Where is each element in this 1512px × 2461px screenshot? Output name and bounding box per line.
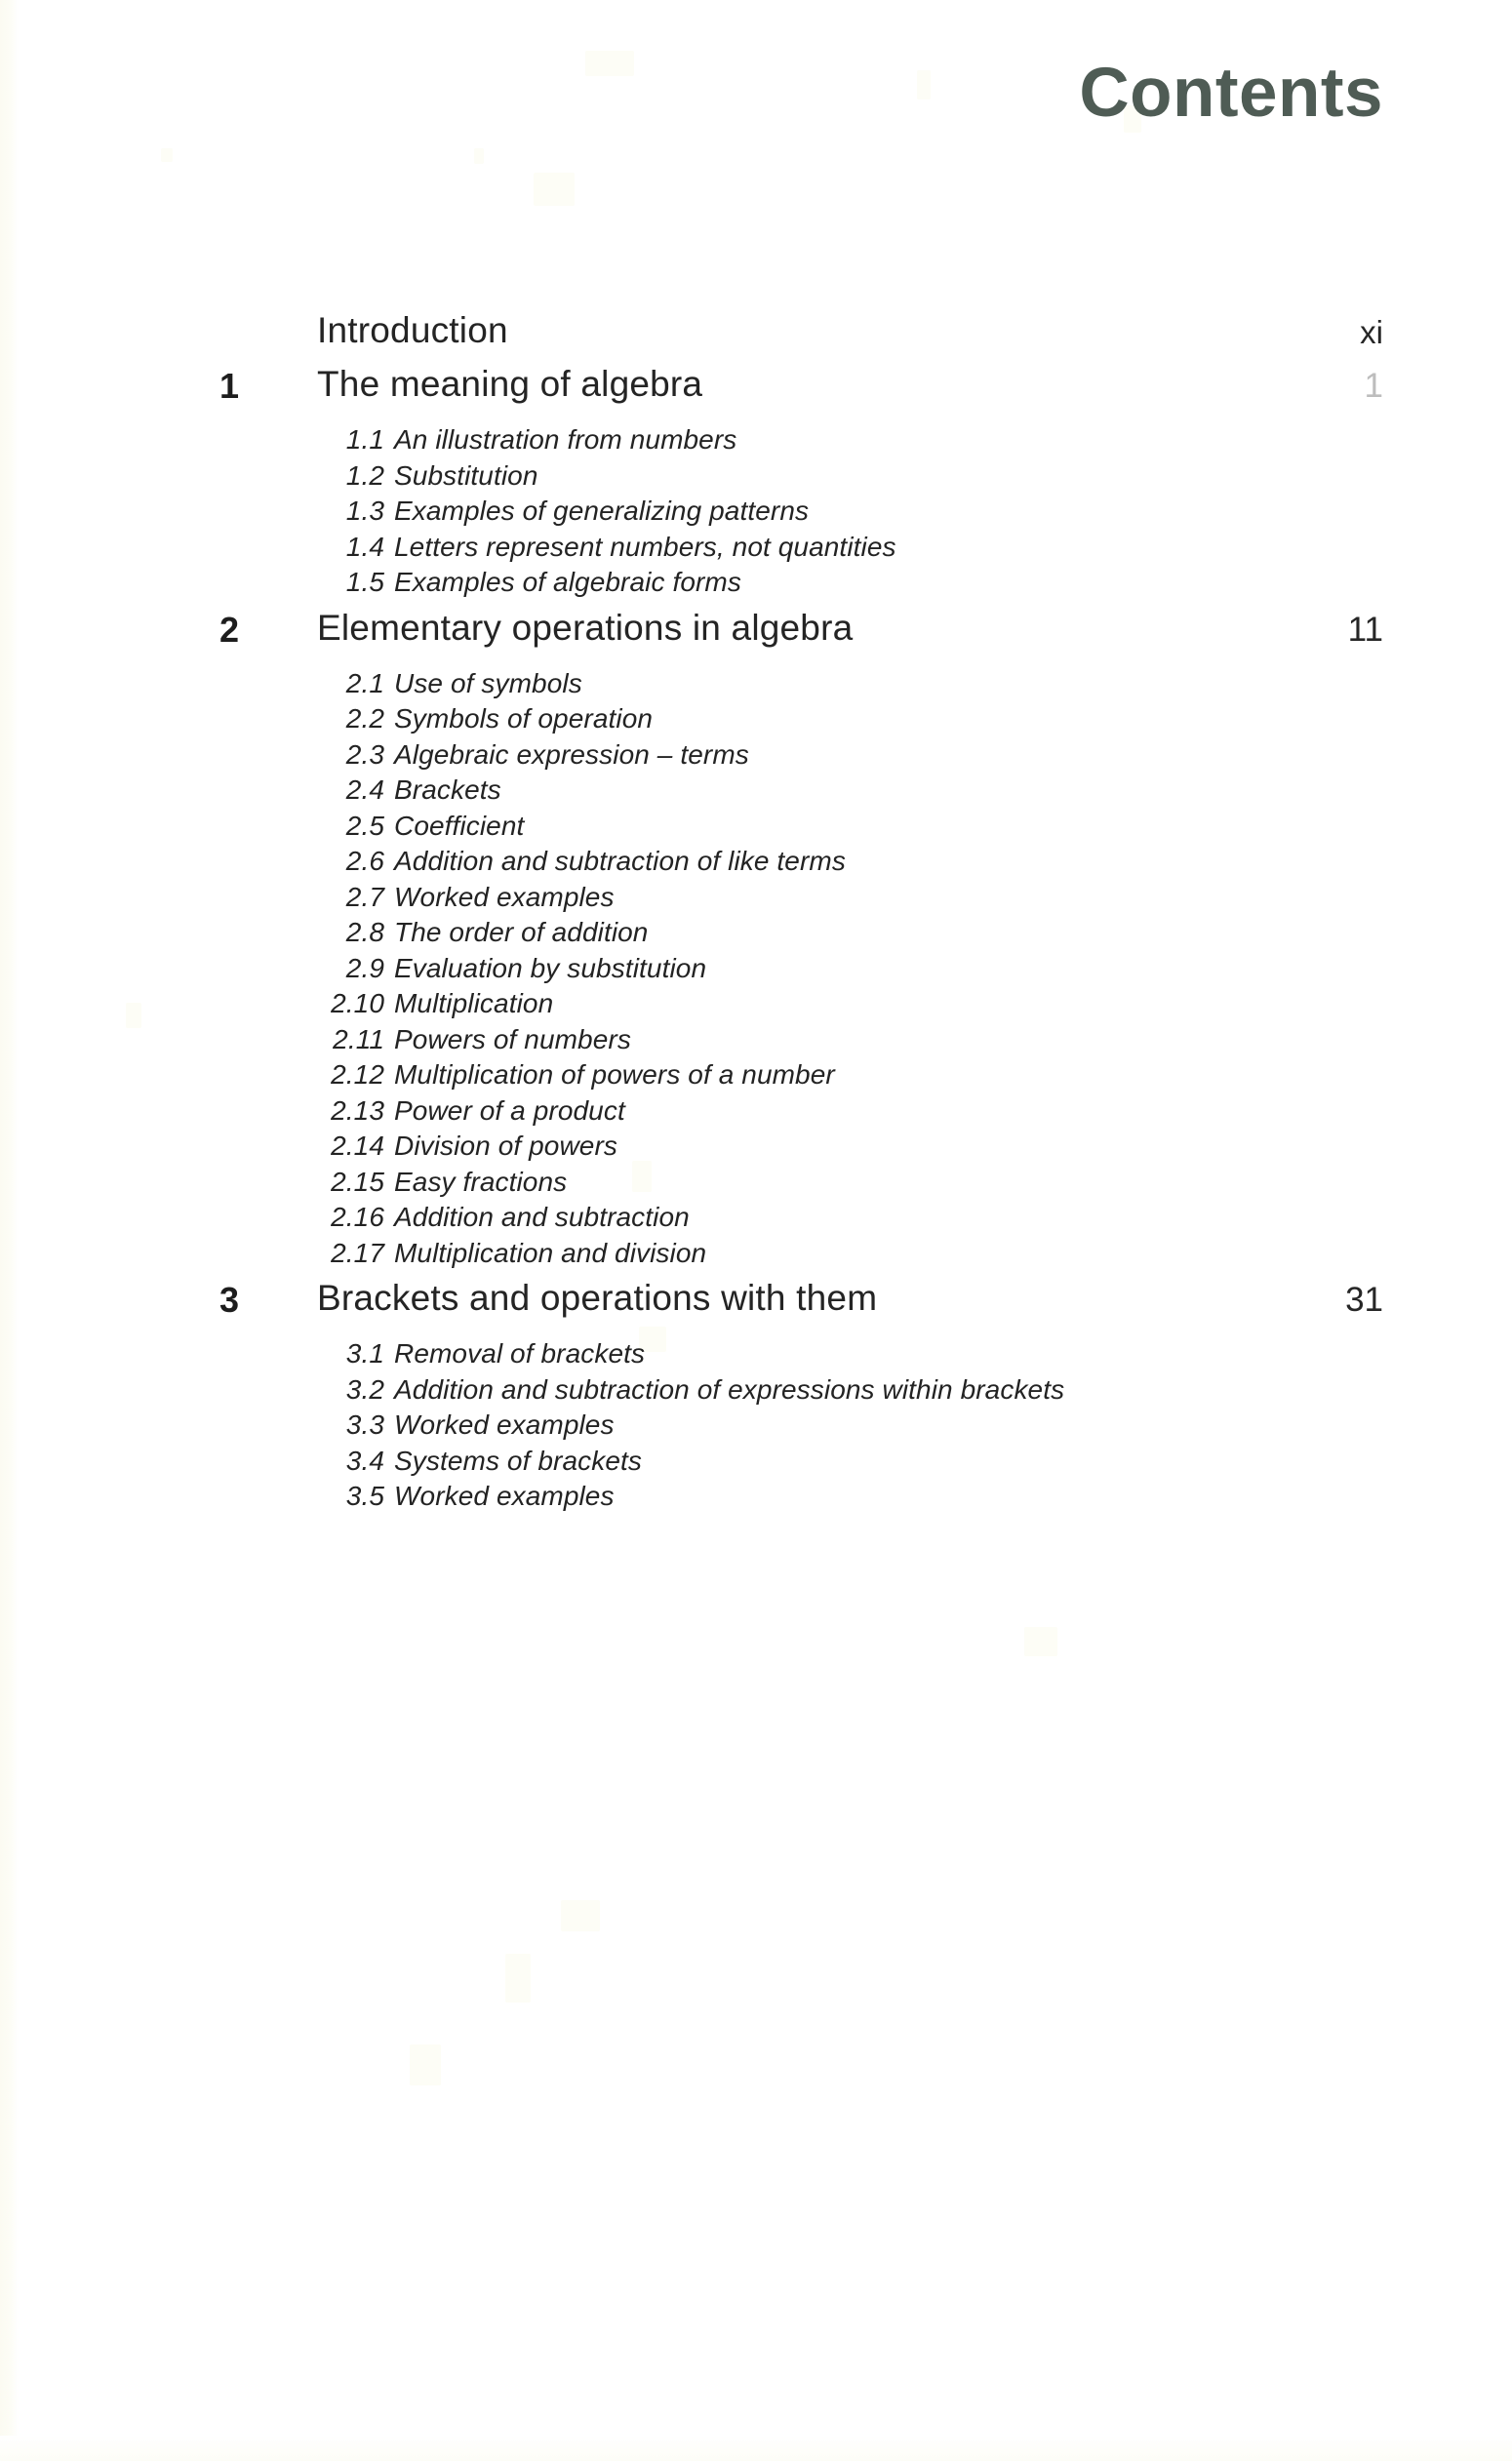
toc-section-number: 2.5 bbox=[345, 810, 384, 841]
toc-chapter-number: 3 bbox=[219, 1280, 240, 1320]
toc-entry-title: Brackets bbox=[394, 774, 501, 805]
toc-section-number: 1.5 bbox=[345, 567, 384, 597]
toc-section-number: 2.16 bbox=[331, 1202, 384, 1232]
page-title: Contents bbox=[1079, 55, 1383, 132]
toc-section-row[interactable] bbox=[0, 774, 1512, 811]
toc-chapter-number: 1 bbox=[219, 366, 240, 406]
toc-page-number: 1 bbox=[1364, 367, 1383, 405]
toc-entry-title: Easy fractions bbox=[394, 1166, 568, 1197]
toc-entry-title: Addition and subtraction of expressions within brackets bbox=[394, 1373, 1065, 1405]
toc-page-number: 31 bbox=[1345, 1281, 1383, 1319]
toc-section-row[interactable] bbox=[0, 846, 1512, 882]
toc-section-number: 1.1 bbox=[345, 424, 384, 455]
scan-blotch bbox=[585, 51, 634, 76]
toc-entry-title: Multiplication of powers of a number bbox=[394, 1059, 835, 1090]
toc-entry-title: Removal of brackets bbox=[394, 1338, 646, 1369]
scan-blotch bbox=[161, 148, 173, 162]
toc-chapter-row[interactable] bbox=[0, 364, 1512, 418]
toc-entry-title: Symbols of operation bbox=[394, 703, 654, 734]
toc-section-number: 3.1 bbox=[345, 1338, 384, 1369]
table-of-contents bbox=[0, 310, 1512, 1517]
toc-entry-title: Powers of numbers bbox=[394, 1023, 631, 1054]
toc-page-number: xi bbox=[1360, 314, 1383, 350]
toc-front-matter-row[interactable] bbox=[0, 310, 1512, 359]
toc-section-row[interactable] bbox=[0, 1374, 1512, 1410]
toc-section-number: 2.14 bbox=[331, 1131, 384, 1161]
toc-entry-title: Division of powers bbox=[394, 1131, 617, 1161]
toc-section-number: 2.9 bbox=[345, 952, 384, 983]
toc-entry-title: The meaning of algebra bbox=[317, 364, 703, 404]
toc-section-row[interactable] bbox=[0, 1167, 1512, 1203]
toc-section-number: 2.13 bbox=[331, 1094, 384, 1126]
scan-blotch bbox=[561, 1900, 600, 1931]
toc-entry-title: Multiplication bbox=[394, 988, 554, 1018]
toc-section-number: 3.3 bbox=[345, 1409, 384, 1440]
toc-section-row[interactable] bbox=[0, 1409, 1512, 1446]
toc-entry-title: Worked examples bbox=[394, 1481, 615, 1511]
toc-section-row[interactable] bbox=[0, 567, 1512, 603]
toc-section-number: 2.11 bbox=[333, 1023, 384, 1054]
toc-section-row[interactable] bbox=[0, 882, 1512, 918]
toc-section-row[interactable] bbox=[0, 1024, 1512, 1060]
toc-section-number: 2.4 bbox=[345, 774, 384, 805]
toc-section-number: 2.8 bbox=[345, 917, 384, 947]
toc-entry-title: Systems of brackets bbox=[394, 1445, 642, 1476]
toc-section-number: 2.1 bbox=[345, 667, 384, 698]
toc-chapter-number: 2 bbox=[219, 609, 240, 650]
toc-section-row[interactable] bbox=[0, 917, 1512, 953]
toc-section-number: 1.3 bbox=[345, 496, 384, 526]
toc-section-number: 2.2 bbox=[345, 703, 384, 734]
toc-section-row[interactable] bbox=[0, 1338, 1512, 1374]
toc-entry-title: Examples of generalizing patterns bbox=[394, 496, 810, 526]
toc-section-number: 1.2 bbox=[345, 459, 384, 491]
toc-section-row[interactable] bbox=[0, 1481, 1512, 1517]
toc-entry-title: Elementary operations in algebra bbox=[317, 607, 854, 648]
toc-entry-title: Algebraic expression – terms bbox=[394, 738, 749, 770]
toc-section-row[interactable] bbox=[0, 1131, 1512, 1167]
toc-section-number: 3.4 bbox=[345, 1445, 384, 1476]
toc-section-row[interactable] bbox=[0, 1238, 1512, 1274]
toc-chapter-row[interactable] bbox=[0, 1278, 1512, 1332]
toc-section-row[interactable] bbox=[0, 1446, 1512, 1482]
toc-section-number: 2.12 bbox=[331, 1059, 384, 1090]
toc-section-row[interactable] bbox=[0, 424, 1512, 460]
toc-section-row[interactable] bbox=[0, 496, 1512, 532]
toc-section-row[interactable] bbox=[0, 1059, 1512, 1095]
toc-entry-title: Substitution bbox=[394, 459, 538, 491]
toc-entry-title: Coefficient bbox=[394, 810, 525, 841]
toc-entry-title: Introduction bbox=[317, 310, 508, 350]
toc-chapter-row[interactable] bbox=[0, 608, 1512, 662]
toc-section-row[interactable] bbox=[0, 988, 1512, 1024]
toc-entry-title: Addition and subtraction of like terms bbox=[394, 846, 846, 876]
toc-section-number: 3.2 bbox=[345, 1373, 384, 1405]
toc-entry-title: Letters represent numbers, not quantities bbox=[394, 531, 896, 562]
toc-section-number: 2.6 bbox=[345, 846, 384, 876]
toc-entry-title: Worked examples bbox=[394, 881, 615, 912]
toc-entry-title: Multiplication and division bbox=[394, 1237, 707, 1268]
toc-entry-title: An illustration from numbers bbox=[394, 424, 737, 455]
toc-entry-title: Brackets and operations with them bbox=[317, 1278, 878, 1318]
toc-entry-title: Addition and subtraction bbox=[394, 1202, 690, 1232]
scan-blotch bbox=[410, 2044, 441, 2085]
toc-section-row[interactable] bbox=[0, 953, 1512, 989]
toc-section-row[interactable] bbox=[0, 1095, 1512, 1131]
scan-blotch bbox=[917, 70, 931, 99]
toc-section-number: 2.15 bbox=[331, 1166, 384, 1197]
toc-section-row[interactable] bbox=[0, 739, 1512, 775]
toc-section-row[interactable] bbox=[0, 1202, 1512, 1238]
toc-section-number: 2.3 bbox=[345, 738, 384, 770]
toc-entry-title: Evaluation by substitution bbox=[394, 952, 707, 983]
toc-page-number: 11 bbox=[1347, 610, 1383, 649]
toc-entry-title: Power of a product bbox=[394, 1094, 625, 1126]
toc-section-number: 1.4 bbox=[345, 531, 384, 562]
scan-blotch bbox=[1024, 1627, 1057, 1656]
toc-section-row[interactable] bbox=[0, 532, 1512, 568]
scan-blotch bbox=[505, 1954, 531, 2003]
toc-section-row[interactable] bbox=[0, 703, 1512, 739]
scan-edge-bottom bbox=[0, 2436, 1512, 2461]
toc-section-number: 2.17 bbox=[331, 1237, 384, 1268]
toc-section-row[interactable] bbox=[0, 811, 1512, 847]
toc-entry-title: Use of symbols bbox=[394, 667, 582, 698]
toc-section-row[interactable] bbox=[0, 668, 1512, 704]
scan-blotch bbox=[474, 148, 484, 164]
toc-section-number: 3.5 bbox=[345, 1481, 384, 1511]
scan-blotch bbox=[534, 173, 575, 206]
toc-section-number: 2.10 bbox=[331, 988, 384, 1018]
toc-entry-title: The order of addition bbox=[394, 917, 649, 947]
toc-entry-title: Worked examples bbox=[394, 1409, 615, 1440]
toc-section-number: 2.7 bbox=[345, 881, 384, 912]
toc-section-row[interactable] bbox=[0, 460, 1512, 496]
toc-entry-title: Examples of algebraic forms bbox=[394, 567, 741, 597]
